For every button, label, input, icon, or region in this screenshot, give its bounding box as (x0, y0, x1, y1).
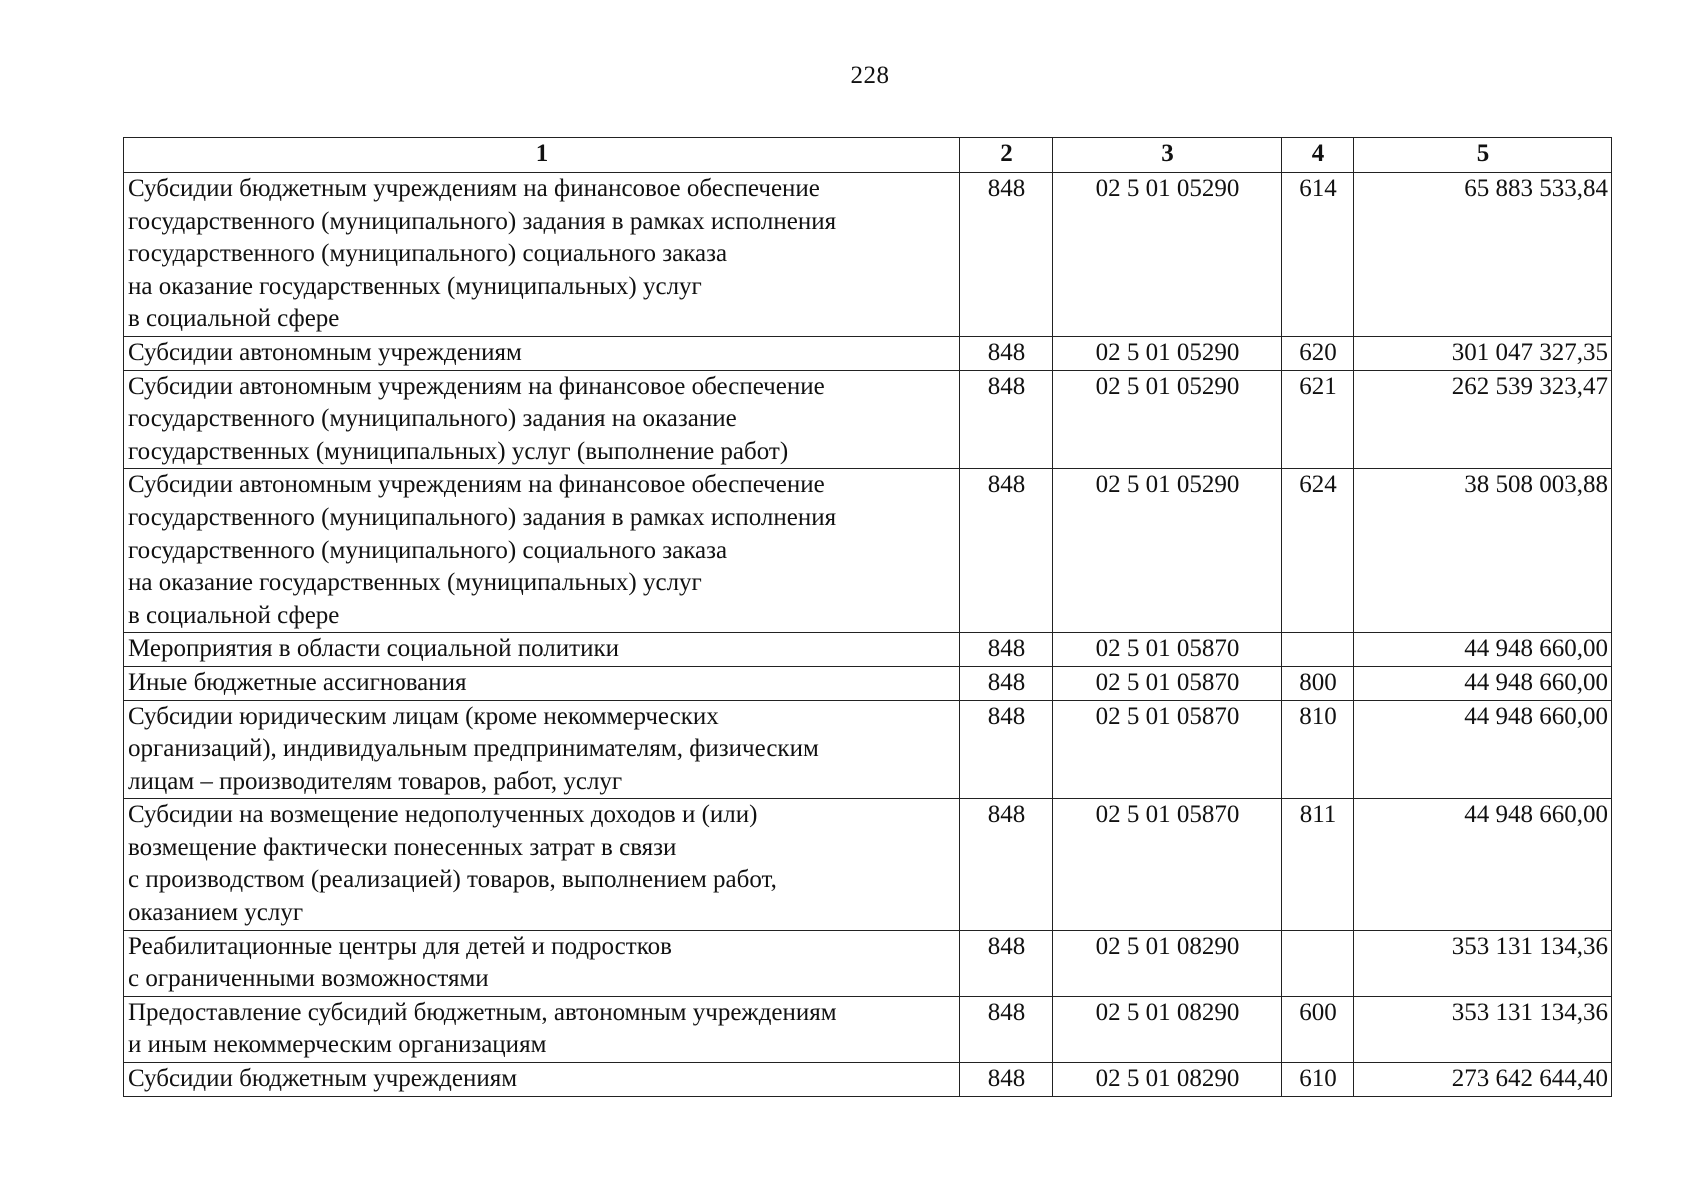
row-amount-cell: 44 948 660,00 (1354, 799, 1612, 930)
row-name-cell: Мероприятия в области социальной политики (124, 633, 960, 667)
row-amount-cell: 273 642 644,40 (1354, 1063, 1612, 1097)
row-col3-cell: 02 5 01 05870 (1053, 633, 1282, 667)
row-col2-cell: 848 (960, 469, 1053, 633)
row-name-cell: Субсидии автономным учреждениям (124, 336, 960, 370)
column-header-3: 3 (1053, 138, 1282, 173)
row-col2-cell: 848 (960, 336, 1053, 370)
page-number: 228 (850, 62, 890, 89)
table-row (124, 700, 1612, 799)
row-col2-cell: 848 (960, 1063, 1053, 1097)
row-col3-cell: 02 5 01 05290 (1053, 173, 1282, 337)
row-amount-cell: 44 948 660,00 (1354, 700, 1612, 799)
row-col3-cell: 02 5 01 05870 (1053, 799, 1282, 930)
row-col4-cell: 621 (1282, 370, 1354, 469)
row-col4-cell: 620 (1282, 336, 1354, 370)
row-col4-cell: 610 (1282, 1063, 1354, 1097)
table-row (124, 1063, 1612, 1097)
table-row (124, 799, 1612, 930)
row-col4-cell: 811 (1282, 799, 1354, 930)
row-col3-cell: 02 5 01 05290 (1053, 370, 1282, 469)
row-col4-cell: 810 (1282, 700, 1354, 799)
row-col3-cell: 02 5 01 05870 (1053, 666, 1282, 700)
row-col3-cell: 02 5 01 08290 (1053, 930, 1282, 996)
row-col3-cell: 02 5 01 05290 (1053, 336, 1282, 370)
row-col2-cell: 848 (960, 666, 1053, 700)
row-amount-cell: 65 883 533,84 (1354, 173, 1612, 337)
table-row (124, 633, 1612, 667)
column-header-1: 1 (124, 138, 960, 173)
column-header-5: 5 (1354, 138, 1612, 173)
row-name-cell: Субсидии автономным учреждениям на финансовое обеспечение государственного (муниципального) задания на оказание государственных (муниципальных) услуг (выполнение работ) (124, 370, 960, 469)
row-col2-cell: 848 (960, 930, 1053, 996)
row-amount-cell: 353 131 134,36 (1354, 930, 1612, 996)
row-col2-cell: 848 (960, 633, 1053, 667)
row-col4-cell: 600 (1282, 996, 1354, 1062)
row-col4-cell: 624 (1282, 469, 1354, 633)
row-col2-cell: 848 (960, 370, 1053, 469)
row-col3-cell: 02 5 01 08290 (1053, 996, 1282, 1062)
row-col2-cell: 848 (960, 173, 1053, 337)
row-amount-cell: 353 131 134,36 (1354, 996, 1612, 1062)
table-header-row (124, 138, 1612, 173)
table-row (124, 996, 1612, 1062)
row-col3-cell: 02 5 01 05870 (1053, 700, 1282, 799)
row-name-cell: Субсидии автономным учреждениям на финансовое обеспечение государственного (муниципального) задания в рамках исполнения государственного (муниципального) социального заказа на оказание государственных (муниципальных) услуг в социальной сфере (124, 469, 960, 633)
row-amount-cell: 301 047 327,35 (1354, 336, 1612, 370)
row-col4-cell (1282, 633, 1354, 667)
column-header-2: 2 (960, 138, 1053, 173)
table-row (124, 173, 1612, 337)
row-col2-cell: 848 (960, 799, 1053, 930)
budget-table (123, 137, 1612, 1097)
row-col4-cell: 614 (1282, 173, 1354, 337)
table-row (124, 370, 1612, 469)
row-name-cell: Иные бюджетные ассигнования (124, 666, 960, 700)
row-col4-cell (1282, 930, 1354, 996)
row-amount-cell: 38 508 003,88 (1354, 469, 1612, 633)
row-amount-cell: 44 948 660,00 (1354, 633, 1612, 667)
row-name-cell: Субсидии бюджетным учреждениям (124, 1063, 960, 1097)
table-row (124, 469, 1612, 633)
row-amount-cell: 262 539 323,47 (1354, 370, 1612, 469)
row-amount-cell: 44 948 660,00 (1354, 666, 1612, 700)
row-col2-cell: 848 (960, 996, 1053, 1062)
row-name-cell: Предоставление субсидий бюджетным, автономным учреждениям и иным некоммерческим организациям (124, 996, 960, 1062)
row-name-cell: Субсидии на возмещение недополученных доходов и (или) возмещение фактически понесенных затрат в связи с производством (реализацией) товаров, выполнением работ, оказанием услуг (124, 799, 960, 930)
table-row (124, 930, 1612, 996)
table-row (124, 666, 1612, 700)
row-name-cell: Реабилитационные центры для детей и подростков с ограниченными возможностями (124, 930, 960, 996)
row-col2-cell: 848 (960, 700, 1053, 799)
table-row (124, 336, 1612, 370)
row-col3-cell: 02 5 01 08290 (1053, 1063, 1282, 1097)
row-col4-cell: 800 (1282, 666, 1354, 700)
column-header-4: 4 (1282, 138, 1354, 173)
row-col3-cell: 02 5 01 05290 (1053, 469, 1282, 633)
row-name-cell: Субсидии юридическим лицам (кроме некоммерческих организаций), индивидуальным предпринимателям, физическим лицам – производителям товаров, работ, услуг (124, 700, 960, 799)
row-name-cell: Субсидии бюджетным учреждениям на финансовое обеспечение государственного (муниципального) задания в рамках исполнения государственного (муниципального) социального заказа на оказание государственных (муниципальных) услуг в социальной сфере (124, 173, 960, 337)
